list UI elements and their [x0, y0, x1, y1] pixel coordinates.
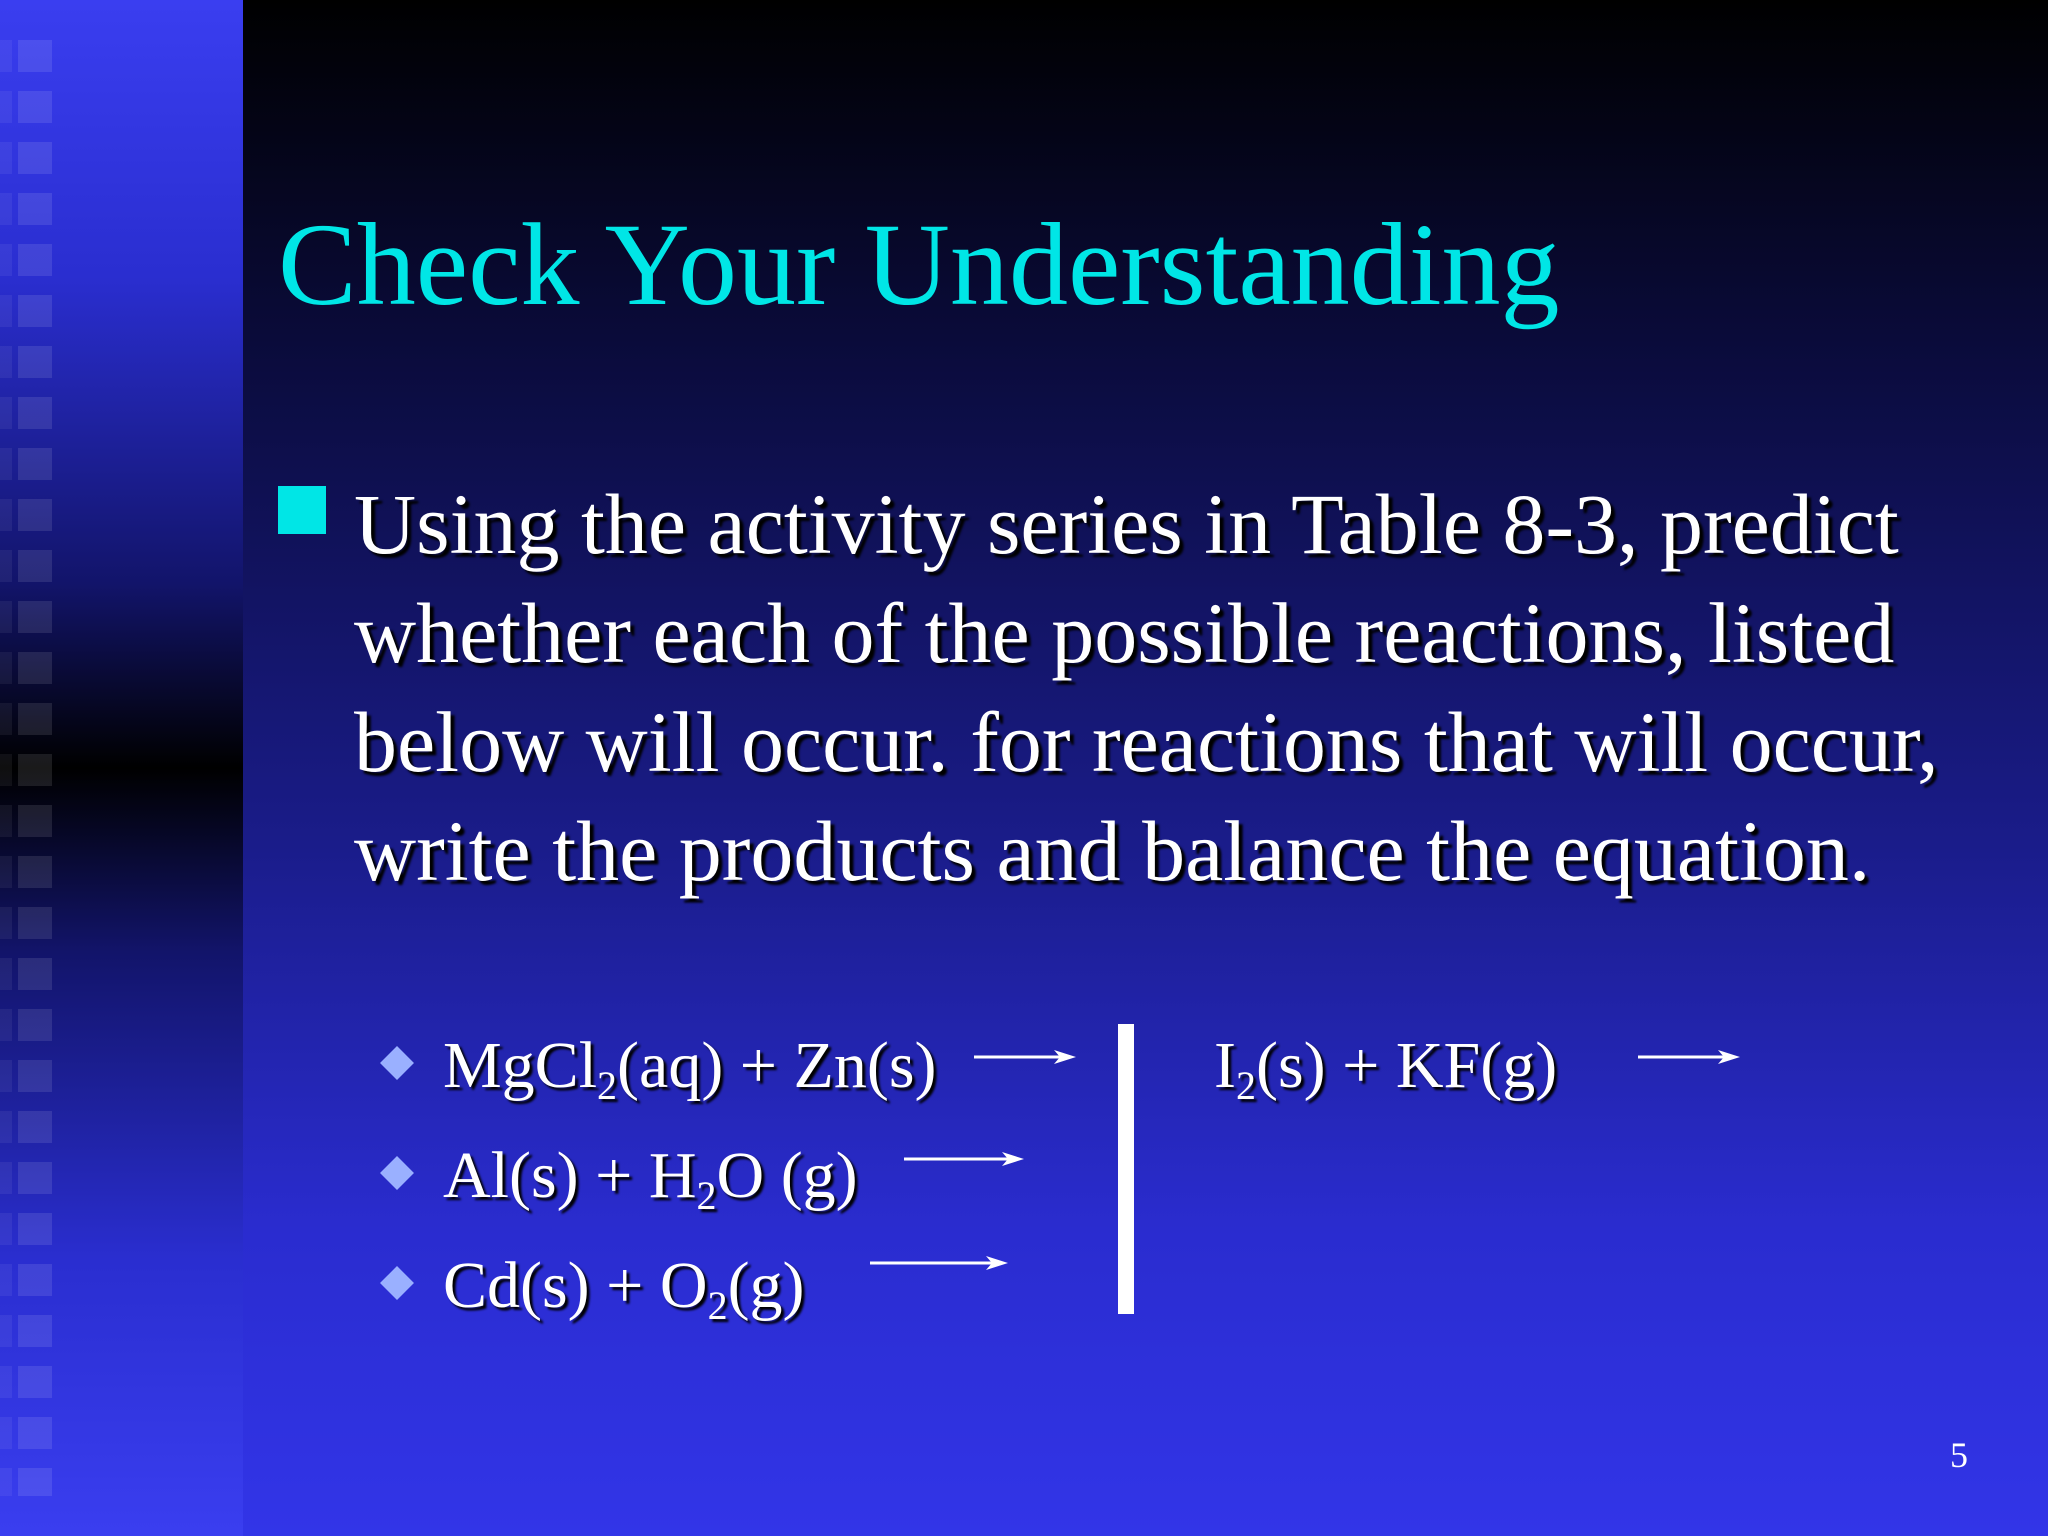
page-number: 5: [1950, 1435, 1968, 1475]
sidebar-pattern: [18, 40, 52, 1496]
diamond-bullet-icon: [380, 1046, 414, 1080]
square-bullet-icon: [278, 486, 326, 534]
reaction-4: $I_2(s) + KF(g)$: [1214, 1029, 1558, 1108]
column-divider: [1118, 1024, 1134, 1314]
decorative-sidebar: [0, 0, 243, 1536]
reaction-3: $Cd(s) + O_2(g)$: [443, 1249, 805, 1328]
reaction-2: $Al(s) + H_2O$ (g): [443, 1139, 858, 1218]
sidebar-pattern-outer: [0, 40, 12, 1496]
reaction-arrow-icon: [972, 1046, 1078, 1068]
reaction-arrow-icon: [868, 1252, 1010, 1274]
reaction-arrow-icon: [1636, 1046, 1742, 1068]
reaction-1: MgCl$_2$(aq) + Zn(s): [443, 1029, 937, 1108]
slide-title: Check Your Understanding: [278, 199, 1560, 330]
main-bullet-text: Using the activity series in Table 8-3, predict whether each of the possible reactions, listed below will occur. for reactions that will occur, write the products and balance the equation.: [354, 476, 1939, 899]
diamond-bullet-icon: [380, 1156, 414, 1190]
reaction-arrow-icon: [902, 1148, 1026, 1170]
diamond-bullet-icon: [380, 1266, 414, 1300]
